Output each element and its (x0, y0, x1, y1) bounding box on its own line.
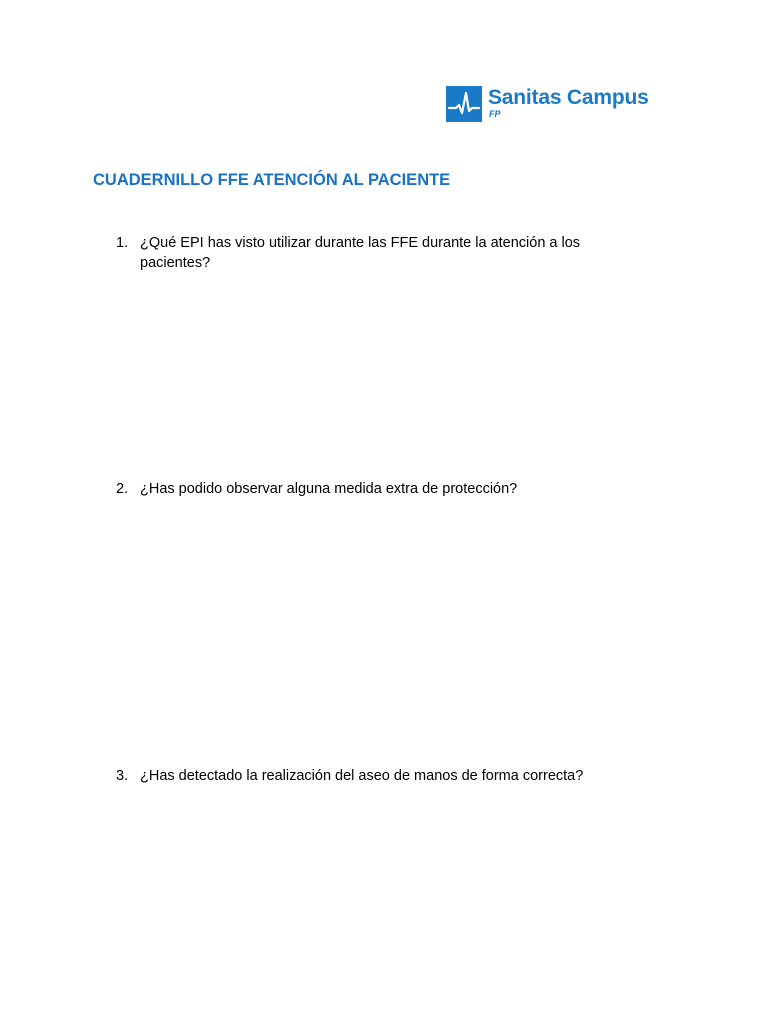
question-item (116, 479, 636, 499)
logo-brand-text: Sanitas Campus (488, 86, 649, 109)
question-text: ¿Has podido observar alguna medida extra de protección? (140, 481, 518, 497)
question-item (116, 766, 636, 786)
question-number: 3. (116, 768, 129, 784)
question-text: ¿Has detectado la realización del aseo de manos de forma correcta? (140, 768, 584, 784)
document-title: CUADERNILLO FFE ATENCIÓN AL PACIENTE (93, 171, 451, 189)
question-number: 1. (116, 235, 129, 251)
question-number: 2. (116, 481, 129, 497)
heartbeat-icon (446, 86, 482, 122)
logo-sub-text: FP (489, 109, 501, 119)
sanitas-campus-logo (446, 86, 676, 122)
question-text: ¿Qué EPI has visto utilizar durante las FFE durante la atención a los pacientes? (140, 235, 581, 271)
question-item (116, 233, 636, 273)
